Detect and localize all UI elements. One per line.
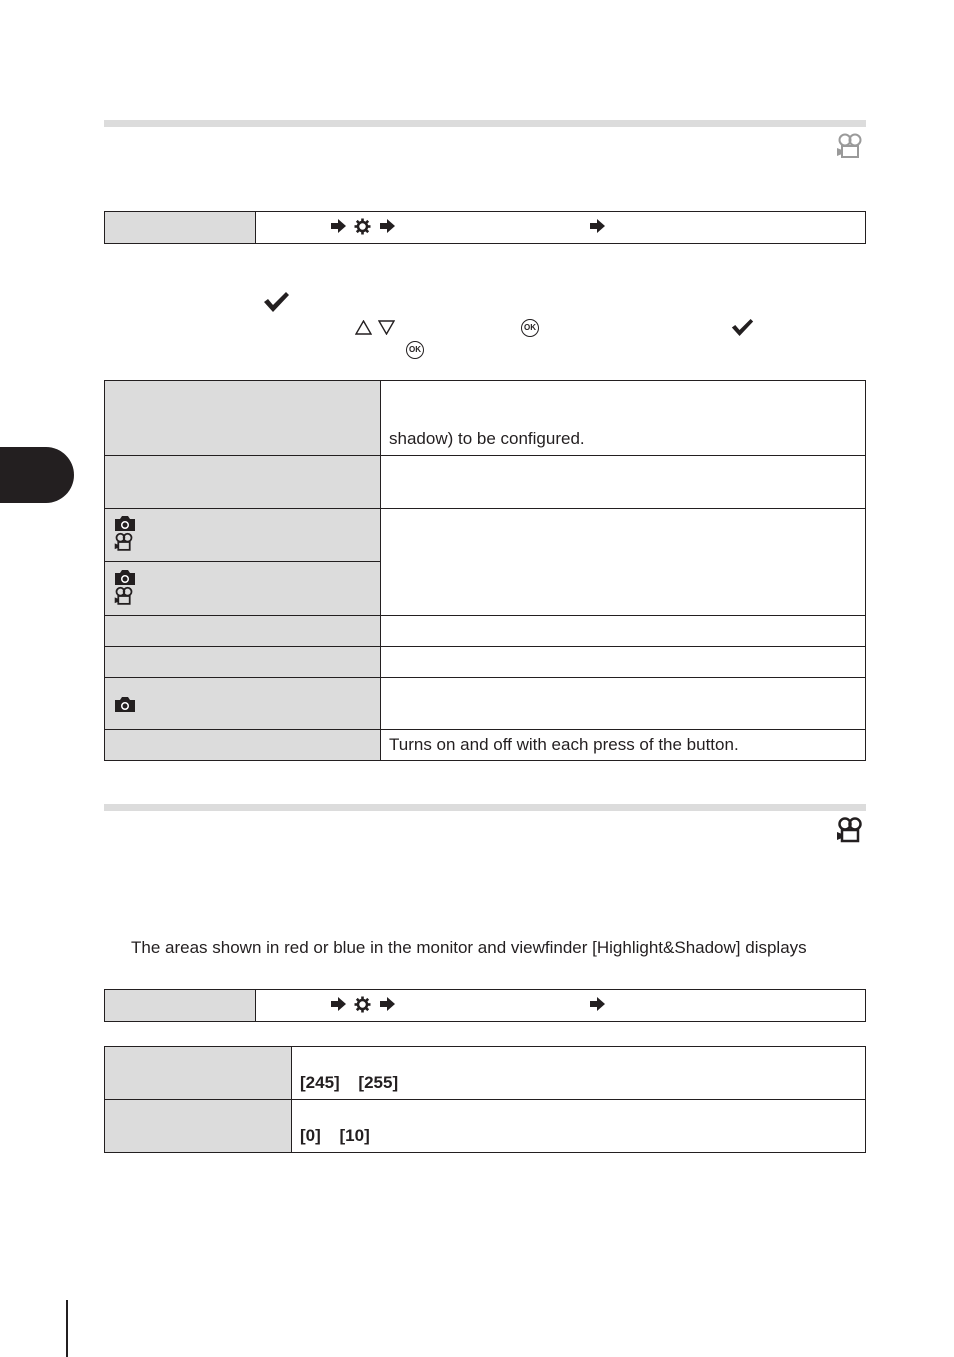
gear-icon [354, 218, 371, 235]
table-row [105, 616, 866, 647]
range-min: [0] [300, 1126, 321, 1145]
table-value-cell [381, 678, 866, 730]
table-row [105, 509, 866, 562]
table-key-cell [105, 616, 381, 647]
table-value-cell [381, 456, 866, 509]
page-margin-line [66, 1300, 68, 1357]
camera-icon [113, 514, 137, 532]
table-row [105, 1047, 866, 1100]
menu-path-steps [256, 990, 865, 1021]
table-key-cell [105, 678, 381, 730]
table-key-cell [105, 647, 381, 678]
section1-rule [104, 120, 866, 127]
arrow-right-icon [331, 997, 346, 1011]
table-row [105, 1100, 866, 1153]
movie-icon [113, 586, 135, 606]
ok-button-icon: OK [406, 341, 424, 359]
table-row [105, 678, 866, 730]
table-value-cell [292, 1100, 866, 1153]
arrow-right-icon [590, 219, 605, 233]
table-value-text: Turns on and off with each press of the button. [389, 735, 739, 754]
menu-path-2 [104, 989, 866, 1022]
table-value-cell [381, 647, 866, 678]
table-row [105, 730, 866, 761]
table-key-cell [105, 456, 381, 509]
range-min: [245] [300, 1073, 340, 1092]
table-value-cell [292, 1047, 866, 1100]
section2-rule [104, 804, 866, 811]
table-row [105, 381, 866, 456]
menu-path-1 [104, 211, 866, 244]
camera-icon [113, 695, 137, 713]
table-key-cell [105, 509, 381, 562]
arrow-right-icon [331, 219, 346, 233]
table-key-cell [105, 381, 381, 456]
menu-path-steps [256, 212, 865, 243]
table-key-cell [105, 562, 381, 616]
table-value-cell [381, 509, 866, 616]
note-text: The areas shown in red or blue in the monitor and viewfinder [Highlight&Shadow] displays [131, 938, 807, 957]
triangle-down-icon [378, 320, 395, 335]
table-value-cell [381, 616, 866, 647]
movie-icon [836, 816, 864, 844]
arrow-right-icon [590, 997, 605, 1011]
gear-icon [354, 996, 371, 1013]
chapter-tab [0, 447, 74, 503]
table-key-cell [105, 1047, 292, 1100]
table-row [105, 456, 866, 509]
check-icon [731, 318, 754, 337]
table-value-text: shadow) to be configured. [389, 429, 585, 448]
range-max: [255] [358, 1073, 399, 1092]
table-row [105, 647, 866, 678]
camera-icon [113, 568, 137, 586]
triangle-up-icon [355, 320, 372, 335]
options-table-2 [104, 1046, 866, 1153]
movie-icon [113, 532, 135, 552]
table-value-cell [381, 381, 866, 456]
ok-button-icon: OK [521, 319, 539, 337]
arrow-right-icon [380, 219, 395, 233]
table-key-cell [105, 1100, 292, 1153]
menu-path-label-cell [105, 212, 256, 243]
menu-path-label-cell [105, 990, 256, 1021]
table-key-cell [105, 730, 381, 761]
movie-icon [836, 132, 864, 160]
check-icon [263, 291, 290, 313]
arrow-right-icon [380, 997, 395, 1011]
table-value-cell [381, 730, 866, 761]
options-table-1 [104, 380, 866, 761]
range-max: [10] [339, 1126, 370, 1145]
